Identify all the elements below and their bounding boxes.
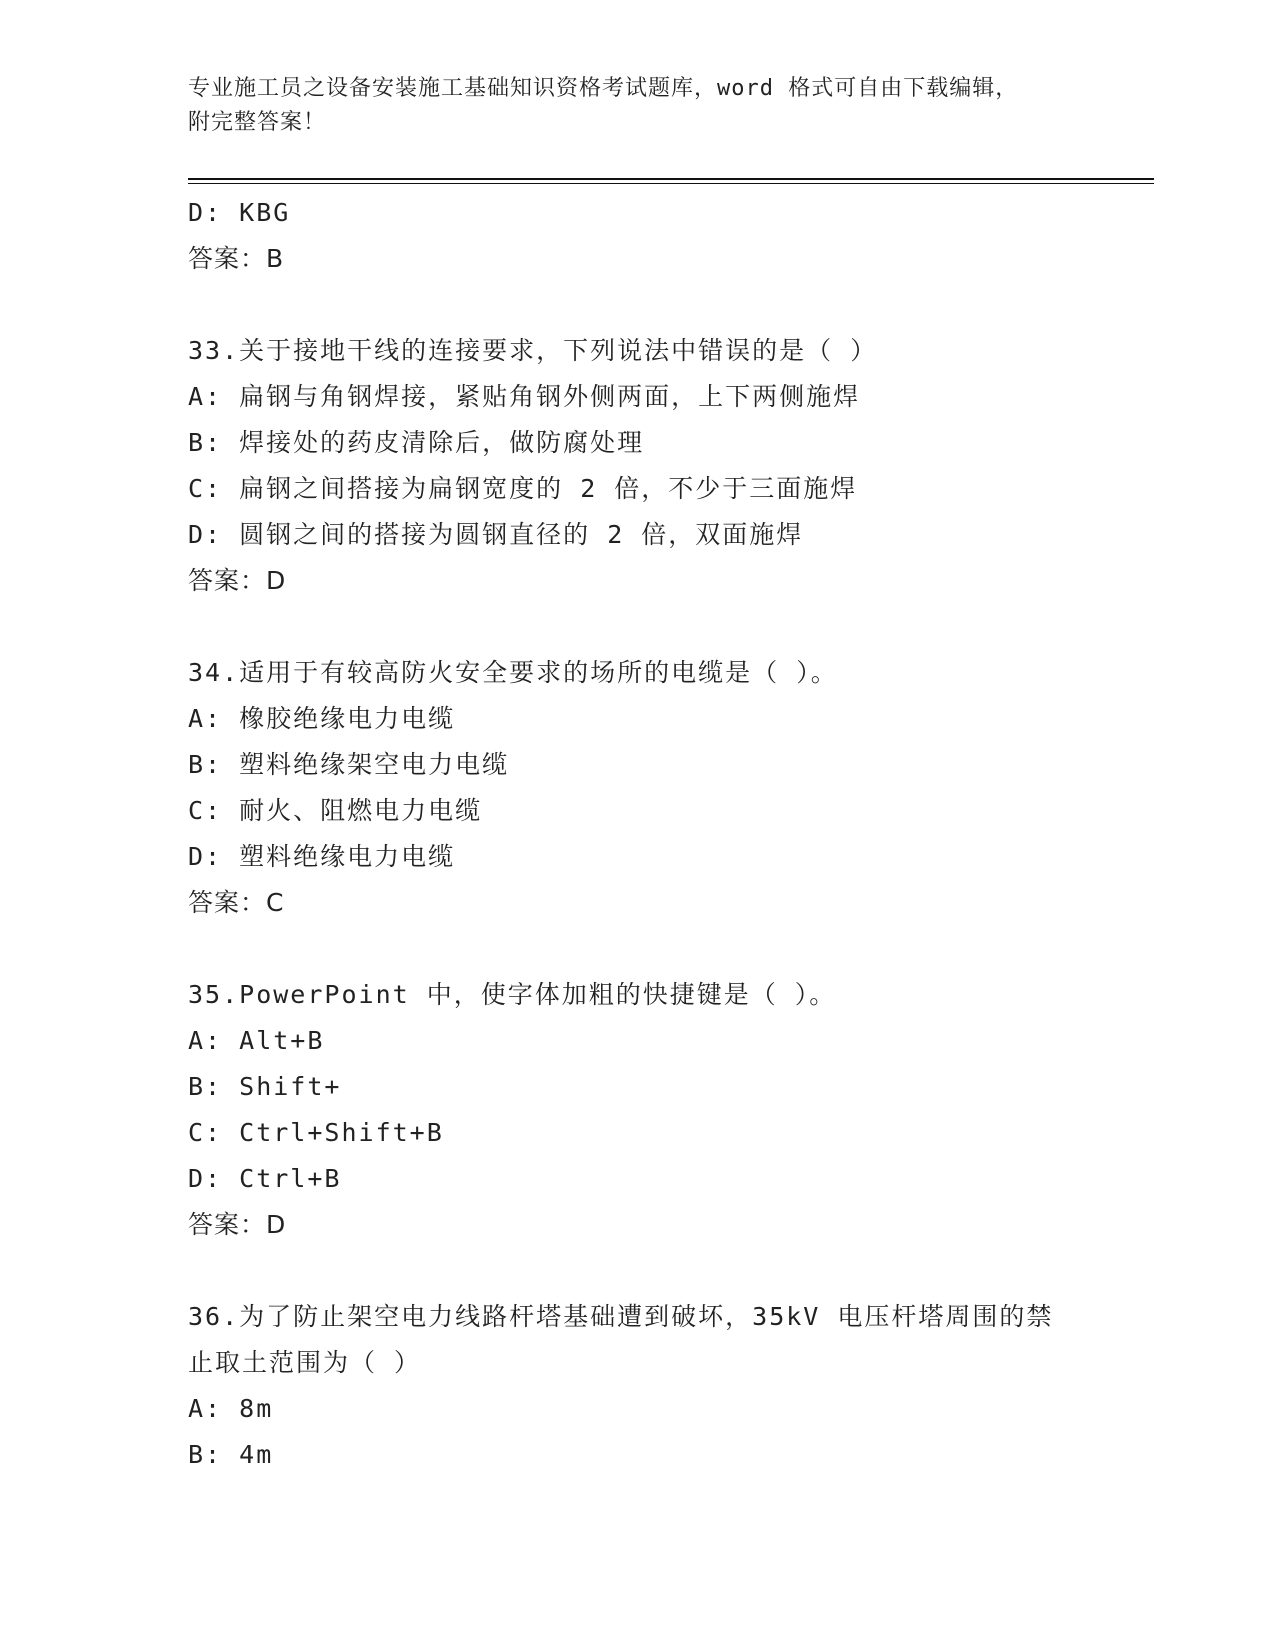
spacer [188, 282, 1154, 328]
q36-text-line-2: 止取土范围为（ ） [188, 1348, 422, 1377]
question-32-tail [188, 190, 1154, 282]
q36-option-a: A: 8m [188, 1394, 274, 1423]
spacer [188, 926, 1154, 972]
question-34 [188, 650, 1154, 926]
q35-option-d: D: Ctrl+B [188, 1164, 342, 1193]
question-33 [188, 328, 1154, 604]
q35-option-c: C: Ctrl+Shift+B [188, 1118, 444, 1147]
header-divider-thick [188, 178, 1154, 180]
q34-option-d: D: 塑料绝缘电力电缆 [188, 842, 456, 871]
q34-option-c: C: 耐火、阻燃电力电缆 [188, 796, 483, 825]
q36-option-b: B: 4m [188, 1440, 274, 1469]
q33-answer: 答案：D [188, 566, 287, 595]
q34-answer: 答案：C [188, 888, 285, 917]
q34-text: 34.适用于有较高防火安全要求的场所的电缆是（ ）。 [188, 658, 838, 687]
spacer [188, 1248, 1154, 1294]
header-line-2: 附完整答案！ [188, 110, 327, 135]
question-36 [188, 1294, 1154, 1478]
header-divider-thin [188, 183, 1154, 184]
q33-option-d: D: 圆钢之间的搭接为圆钢直径的 2 倍，双面施焊 [188, 520, 804, 549]
question-35 [188, 972, 1154, 1248]
q35-answer: 答案：D [188, 1210, 287, 1239]
q32-option-d: D: KBG [188, 198, 291, 227]
q35-option-b: B: Shift+ [188, 1072, 342, 1101]
q34-option-b: B: 塑料绝缘架空电力电缆 [188, 750, 510, 779]
q35-text: 35.PowerPoint 中，使字体加粗的快捷键是（ ）。 [188, 980, 837, 1009]
q33-option-a: A: 扁钢与角钢焊接，紧贴角钢外侧两面，上下两侧施焊 [188, 382, 861, 411]
document-header [188, 72, 1088, 140]
q32-answer: 答案：B [188, 244, 285, 273]
q33-option-c: C: 扁钢之间搭接为扁钢宽度的 2 倍，不少于三面施焊 [188, 474, 858, 503]
q33-option-b: B: 焊接处的药皮清除后，做防腐处理 [188, 428, 645, 457]
q34-option-a: A: 橡胶绝缘电力电缆 [188, 704, 456, 733]
spacer [188, 604, 1154, 650]
q35-option-a: A: Alt+B [188, 1026, 325, 1055]
header-line-1: 专业施工员之设备安装施工基础知识资格考试题库，word 格式可自由下载编辑， [188, 76, 1019, 101]
question-list [188, 190, 1154, 1478]
q36-text-line-1: 36.为了防止架空电力线路杆塔基础遭到破坏，35kV 电压杆塔周围的禁 [188, 1302, 1054, 1331]
q33-text: 33.关于接地干线的连接要求，下列说法中错误的是（ ） [188, 336, 878, 365]
